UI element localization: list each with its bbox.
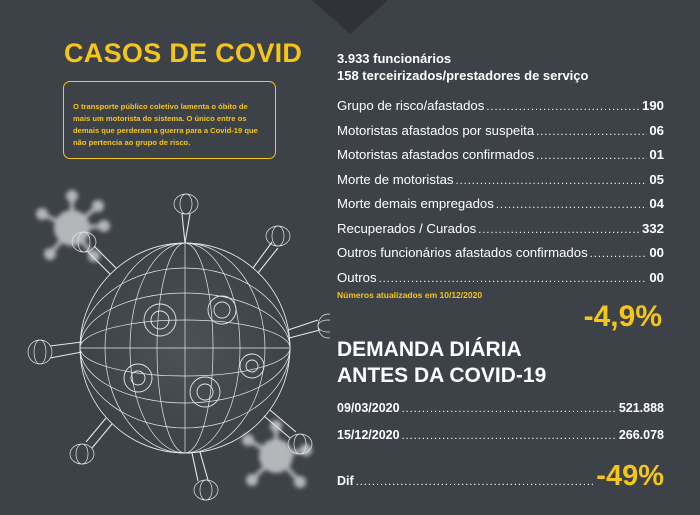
stat-row xyxy=(337,245,664,270)
leader-dots xyxy=(590,248,648,260)
stat-value: 332 xyxy=(641,220,664,236)
demand-title-line1: DEMANDA DIÁRIA xyxy=(337,338,522,361)
stat-value: 00 xyxy=(649,269,664,285)
employees-count: 3.933 funcionários xyxy=(337,51,452,66)
demand-value: 266.078 xyxy=(618,428,664,442)
demand-date: 15/12/2020 xyxy=(337,428,400,442)
dif-label: Dif xyxy=(337,474,354,488)
stats-list xyxy=(337,98,664,294)
stat-value: 05 xyxy=(649,171,664,187)
leader-dots xyxy=(486,101,640,113)
stat-row xyxy=(337,221,664,246)
stat-value: 00 xyxy=(649,245,664,260)
top-notch-decoration xyxy=(312,0,388,34)
stat-value: 01 xyxy=(649,147,664,162)
demand-title xyxy=(337,337,546,389)
page-title: CASOS DE COVID xyxy=(64,38,303,68)
stat-row xyxy=(337,147,664,172)
stat-label: Morte de motoristas xyxy=(337,171,454,187)
virus-illustration xyxy=(0,170,330,515)
leader-dots xyxy=(379,273,648,285)
demand-title-line2: ANTES DA COVID-19 xyxy=(337,364,547,387)
stat-row xyxy=(337,98,664,123)
leader-dots xyxy=(402,403,617,415)
stat-label: Recuperados / Curados xyxy=(337,220,477,236)
demand-row xyxy=(337,401,664,428)
stat-label: Motoristas afastados por suspeita xyxy=(337,122,535,138)
leader-dots xyxy=(536,150,647,162)
stat-value: 190 xyxy=(641,98,664,113)
stat-row xyxy=(337,172,664,197)
stat-label: Morte demais empregados xyxy=(337,196,494,211)
demand-date: 09/03/2020 xyxy=(337,401,400,415)
demand-row xyxy=(337,428,664,455)
headcount-block xyxy=(337,50,588,84)
demand-value: 521.888 xyxy=(618,401,664,415)
leader-dots xyxy=(402,430,617,442)
leader-dots xyxy=(496,199,647,211)
stat-label: Grupo de risco/afastados xyxy=(337,98,485,113)
updated-note: Números atualizados em 10/12/2020 xyxy=(337,290,483,300)
leader-dots xyxy=(456,175,648,187)
stat-label: Motoristas afastados confirmados xyxy=(337,147,535,162)
stat-label: Outros xyxy=(337,269,377,285)
demand-list xyxy=(337,401,664,455)
dif-row xyxy=(337,460,664,493)
stat-row xyxy=(337,123,664,148)
stat-row xyxy=(337,196,664,221)
pct-change: -4,9% xyxy=(583,300,662,333)
contractors-count: 158 terceirizados/prestadores de serviço xyxy=(337,68,589,83)
quote-box xyxy=(63,81,276,159)
leader-dots xyxy=(536,126,647,138)
stat-value: 06 xyxy=(649,122,664,138)
leader-dots xyxy=(478,224,640,236)
stat-value: 04 xyxy=(649,196,664,211)
stat-label: Outros funcionários afastados confirmados xyxy=(337,245,588,260)
dif-value: -49% xyxy=(596,460,664,492)
leader-dots xyxy=(356,476,595,488)
quote-text: O transporte público coletivo lamenta o óbito de mais um motorista do sistema. O único entre os demais que perderam a guerra para a Covid-19 que não pertencia ao grupo de risco. xyxy=(73,102,258,147)
